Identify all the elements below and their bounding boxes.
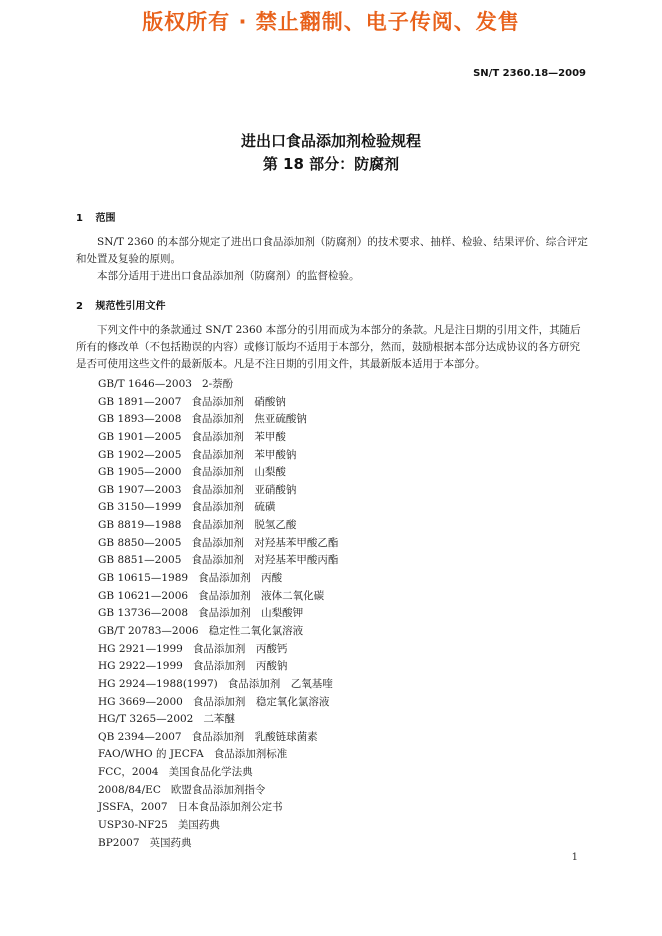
reference-title: 英国药典 [149,836,192,849]
reference-item [98,676,338,694]
reference-item [98,605,338,623]
reference-title: 欧盟食品添加剂指令 [170,783,266,796]
page-number: 1 [571,852,578,863]
reference-code: GB 8851—2005 [98,554,182,567]
reference-item [98,447,338,465]
document-title: 进出口食品添加剂检验规程 [240,132,421,150]
reference-code: QB 2394—2007 [98,730,182,743]
reference-code: BP2007 [98,836,140,849]
copyright-banner: 版权所有 · 禁止翻制、电子传阅、发售 [142,10,520,34]
reference-title: 日本食品添加剂公定书 [177,801,283,814]
reference-code: HG/T 3265—2002 [98,713,194,726]
reference-item [98,799,338,817]
section-1-number: 1 [76,213,83,224]
section-2-number: 2 [76,301,83,312]
section-1-title: 范围 [95,213,116,224]
reference-title: 食品添加剂 硝酸钠 [191,395,286,408]
reference-code: GB 1891—2007 [98,395,182,408]
reference-title: 食品添加剂 乙氧基喹 [227,677,333,690]
reference-item [98,394,338,412]
reference-item [98,729,338,747]
section-1-paragraph-1 [76,234,588,268]
reference-item [98,746,338,764]
reference-code: HG 3669—2000 [98,695,183,708]
reference-title: 食品添加剂 对羟基苯甲酸乙酯 [191,536,339,549]
reference-list [98,376,338,852]
reference-item [98,764,338,782]
reference-code: GB 1893—2008 [98,413,182,426]
reference-title: 食品添加剂 乳酸链球菌素 [191,730,318,743]
reference-title: 美国药典 [177,819,220,832]
reference-item [98,658,338,676]
standard-code: SN/T 2360.18—2009 [473,68,586,79]
reference-item [98,570,338,588]
reference-item [98,711,338,729]
reference-code: GB 1905—2000 [98,466,182,479]
reference-code: FAO/WHO 的 JECFA [98,748,204,761]
reference-code: GB 10615—1989 [98,572,189,585]
reference-item [98,429,338,447]
reference-code: JSSFA，2007 [98,801,168,814]
reference-item [98,641,338,659]
section-2-para-text: 下列文件中的条款通过 SN/T 2360 本部分的引用而成为本部分的条款。凡是注日期的引用文件，其随后所有的修改单（不包括勘误的内容）或修订版均不适用于本部分，然而，鼓励根据本部分达成协议的各方研究是否可使用这些文件的最新版本。凡是不注日期的引用文件，其最新版本适用于本部分。 [76,324,581,370]
reference-code: GB 8850—2005 [98,536,182,549]
reference-item [98,411,338,429]
reference-code: 2008/84/EC [98,783,161,796]
section-2-heading [76,297,165,312]
reference-title: 2-萘酚 [201,378,234,390]
reference-title: 二苯醚 [203,713,235,726]
reference-item [98,535,338,553]
reference-item [98,376,338,394]
reference-code: GB 1907—2003 [98,483,182,496]
reference-item [98,588,338,606]
reference-code: USP30-NF25 [98,819,168,832]
reference-title: 食品添加剂 脱氢乙酸 [191,519,297,532]
reference-code: HG 2924—1988(1997) [98,677,218,690]
reference-title: 食品添加剂 苯甲酸钠 [191,448,297,461]
reference-item [98,499,338,517]
reference-code: GB 10621—2006 [98,589,189,602]
reference-code: GB 1901—2005 [98,430,182,443]
reference-title: 食品添加剂 苯甲酸 [191,430,286,443]
reference-code: HG 2921—1999 [98,642,183,655]
section-2-paragraph [76,322,588,373]
reference-code: GB 8819—1988 [98,519,182,532]
reference-code: GB 3150—1999 [98,501,182,514]
reference-code: FCC，2004 [98,766,159,779]
document-subtitle: 第 18 部分：防腐剂 [262,155,400,173]
section-1-para1-text: SN/T 2360 的本部分规定了进出口食品添加剂（防腐剂）的技术要求、抽样、检验、结果评价、综合评定和处置及复验的原则。 [76,236,588,265]
reference-title: 食品添加剂 焦亚硫酸钠 [191,413,307,426]
reference-code: GB/T 1646—2003 [98,378,192,390]
reference-title: 稳定性二氧化氯溶液 [208,624,304,637]
section-1-para2-text: 本部分适用于进出口食品添加剂（防腐剂）的监督检验。 [97,270,360,282]
section-1-paragraph-2 [76,268,588,285]
section-1-heading [76,209,115,224]
reference-title: 食品添加剂 丙酸 [198,572,283,585]
reference-title: 食品添加剂 丙酸钙 [192,642,288,655]
reference-item [98,694,338,712]
reference-code: GB 13736—2008 [98,607,189,620]
reference-title: 食品添加剂 山梨酸钾 [198,607,304,620]
reference-title: 食品添加剂 亚硝酸钠 [191,483,297,496]
reference-item [98,482,338,500]
reference-item [98,464,338,482]
reference-item [98,517,338,535]
reference-item [98,623,338,641]
reference-code: GB/T 20783—2006 [98,624,199,637]
reference-code: GB 1902—2005 [98,448,182,461]
reference-title: 食品添加剂 液体二氧化碳 [198,589,325,602]
reference-item [98,835,338,853]
reference-title: 食品添加剂 丙酸钠 [192,660,288,673]
reference-item [98,552,338,570]
reference-title: 食品添加剂 对羟基苯甲酸丙酯 [191,554,339,567]
section-2-title: 规范性引用文件 [95,301,166,312]
reference-title: 食品添加剂标准 [213,748,288,761]
reference-title: 食品添加剂 山梨酸 [191,466,286,479]
reference-title: 食品添加剂 硫磺 [191,501,276,514]
reference-code: HG 2922—1999 [98,660,183,673]
reference-item [98,782,338,800]
reference-title: 美国食品化学法典 [168,766,253,779]
reference-title: 食品添加剂 稳定氧化氯溶液 [192,695,330,708]
reference-item [98,817,338,835]
